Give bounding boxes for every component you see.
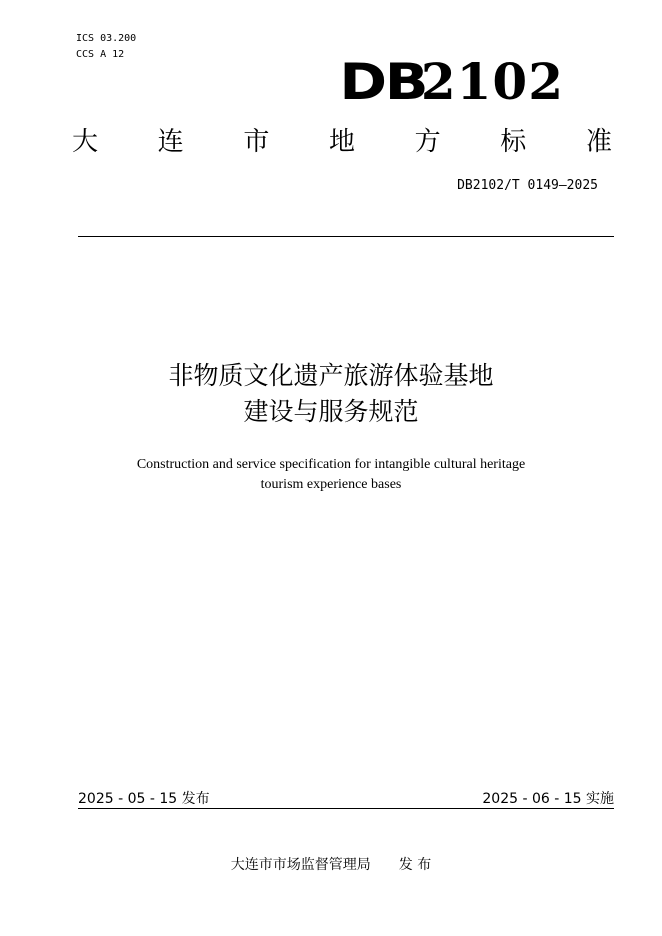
standard-type-char: 标 <box>500 127 527 157</box>
title-chinese <box>0 358 662 430</box>
standard-type-char: 地 <box>328 127 355 157</box>
standard-type-char: 方 <box>414 127 441 157</box>
title-chinese-line1: 非物质文化遗产旅游体验基地 <box>168 361 494 390</box>
footer-divider <box>78 808 614 809</box>
issuer-name: 大连市市场监督管理局 <box>230 857 371 873</box>
db-logo-prefix: DB <box>339 53 427 111</box>
issuing-authority <box>0 854 662 874</box>
ics-code: ICS 03.200 <box>76 33 137 44</box>
issue-date: 2025 - 05 - 15 发布 <box>78 791 210 807</box>
ccs-code: CCS A 12 <box>76 49 125 60</box>
title-english <box>0 455 662 495</box>
issuer-action: 发 布 <box>398 857 432 873</box>
standard-type-char: 连 <box>157 127 184 157</box>
implementation-date: 2025 - 06 - 15 实施 <box>482 791 614 807</box>
standard-type-char: 大 <box>72 127 99 157</box>
title-chinese-line2: 建设与服务规范 <box>243 397 419 426</box>
title-english-line2: tourism experience bases <box>260 477 402 492</box>
standard-type <box>72 124 612 160</box>
standard-type-char: 准 <box>585 127 612 157</box>
standard-number: DB2102/T 0149—2025 <box>457 178 598 193</box>
standard-type-char: 市 <box>243 127 270 157</box>
header-divider <box>78 236 614 237</box>
db-logo <box>339 52 564 112</box>
db-logo-number: 2102 <box>420 52 564 111</box>
title-english-line1: Construction and service specification for intangible cultural heritage <box>136 457 526 472</box>
